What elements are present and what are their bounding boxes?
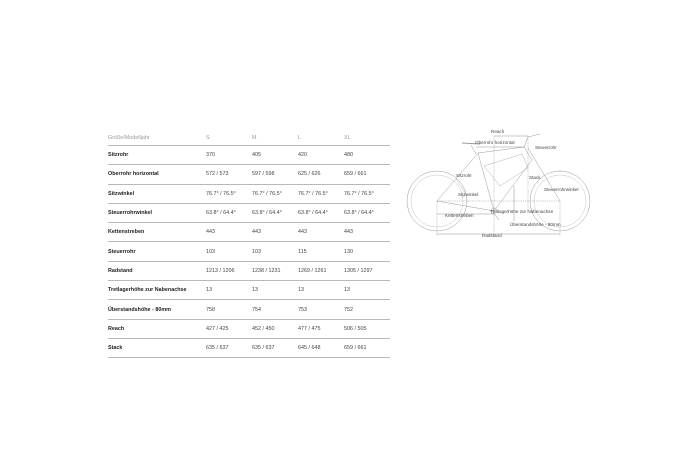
- row-label: Oberrohr horizontal: [108, 165, 206, 184]
- cell-value: 443: [206, 223, 252, 242]
- cell-value: 443: [344, 223, 390, 242]
- cell-value: 76.7° / 76.5°: [344, 184, 390, 203]
- label-sitzwinkel: Sitzwinkel: [458, 192, 479, 197]
- row-label: Kettenstreben: [108, 223, 206, 242]
- cell-value: 370: [206, 146, 252, 165]
- table-row: [108, 338, 390, 357]
- bike-geometry-diagram: [404, 124, 600, 246]
- label-radstand: Radstand: [482, 233, 502, 238]
- row-label: Radstand: [108, 261, 206, 280]
- bike-frame-drawing: [407, 134, 590, 231]
- cell-value: 63.8° / 64.4°: [206, 203, 252, 222]
- cell-value: 645 / 648: [298, 338, 344, 357]
- cell-value: 635 / 637: [206, 338, 252, 357]
- row-label: Sitzrohr: [108, 146, 206, 165]
- cell-value: 13: [298, 281, 344, 300]
- cell-value: 63.8° / 64.4°: [252, 203, 298, 222]
- label-tretlager: Tretlagerhöhe zur Nabenachse: [490, 209, 554, 214]
- cell-value: 452 / 450: [252, 319, 298, 338]
- cell-value: 76.7° / 76.5°: [206, 184, 252, 203]
- table-row: [108, 223, 390, 242]
- label-reach: Reach: [491, 129, 505, 134]
- row-label: Steuerrohr: [108, 242, 206, 261]
- cell-value: 659 / 661: [344, 165, 390, 184]
- cell-value: 752: [344, 300, 390, 319]
- table-header-size-m: M: [252, 134, 257, 141]
- cell-value: 13: [344, 281, 390, 300]
- cell-value: 130: [344, 242, 390, 261]
- table-row: [108, 242, 390, 261]
- cell-value: 597 / 598: [252, 165, 298, 184]
- label-steuerrohr: Steuerrohr: [535, 145, 557, 150]
- table-header-size-s: S: [206, 134, 210, 141]
- row-label: Reach: [108, 319, 206, 338]
- cell-value: 635 / 637: [252, 338, 298, 357]
- measure-lines: [437, 136, 560, 236]
- table-row: [108, 146, 390, 165]
- row-label: Steuerrohrwinkel: [108, 203, 206, 222]
- table-row: [108, 300, 390, 319]
- row-label: Sitzwinkel: [108, 184, 206, 203]
- cell-value: 1269 / 1261: [298, 261, 344, 280]
- table-header-size-l: L: [298, 134, 301, 141]
- label-sitzrohr: Sitzrohr: [456, 173, 472, 178]
- table-row: [108, 203, 390, 222]
- cell-value: 115: [298, 242, 344, 261]
- table-header-row: [108, 130, 390, 146]
- table-row: [108, 281, 390, 300]
- rear-triangle: [437, 153, 494, 211]
- cell-value: 443: [252, 223, 298, 242]
- geometry-table: [108, 130, 390, 358]
- cell-value: 420: [298, 146, 344, 165]
- cell-value: 405: [252, 146, 298, 165]
- cell-value: 76.7° / 76.5°: [298, 184, 344, 203]
- cell-value: 63.8° / 64.4°: [298, 203, 344, 222]
- cell-value: 13: [252, 281, 298, 300]
- cell-value: 659 / 661: [344, 338, 390, 357]
- cell-value: 480: [344, 146, 390, 165]
- axle-verticals: [437, 201, 560, 236]
- cell-value: 753: [298, 300, 344, 319]
- cell-value: 754: [252, 300, 298, 319]
- cell-value: 427 / 425: [206, 319, 252, 338]
- cell-value: 76.7° / 76.5°: [252, 184, 298, 203]
- table-row: [108, 184, 390, 203]
- table-header-size-xl: XL: [344, 134, 351, 141]
- cell-value: 1238 / 1231: [252, 261, 298, 280]
- cell-value: 1305 / 1297: [344, 261, 390, 280]
- cell-value: 13: [206, 281, 252, 300]
- cell-value: 572 / 573: [206, 165, 252, 184]
- cell-value: 63.8° / 64.4°: [344, 203, 390, 222]
- main-frame: [478, 147, 532, 211]
- row-label: Stack: [108, 338, 206, 357]
- label-kettenstreben: Kettenstreben: [445, 213, 474, 218]
- cell-value: 477 / 475: [298, 319, 344, 338]
- cell-value: 103: [206, 242, 252, 261]
- table-header-label: Größe/Modelljahr: [108, 134, 150, 141]
- cell-value: 103: [252, 242, 298, 261]
- cell-value: 506 / 505: [344, 319, 390, 338]
- seatpost: [471, 145, 476, 154]
- downtube-motor: [484, 154, 528, 186]
- table-row: [108, 319, 390, 338]
- label-stack: Stack: [529, 175, 541, 180]
- cell-value: 443: [298, 223, 344, 242]
- cell-value: 625 / 626: [298, 165, 344, 184]
- row-label: Überstandshöhe - 80mm: [108, 300, 206, 319]
- table-row: [108, 165, 390, 184]
- label-ueberstand: Überstandshöhe - 80mm: [510, 222, 561, 227]
- label-oberrohr: Oberrohr horizontal: [475, 140, 515, 145]
- cell-value: 758: [206, 300, 252, 319]
- table-row: [108, 261, 390, 280]
- cell-value: 1213 / 1206: [206, 261, 252, 280]
- row-label: Tretlagerhöhe zur Nabenachse: [108, 281, 206, 300]
- label-steuerrohrwinkel: Steuerrohrwinkel: [544, 187, 579, 192]
